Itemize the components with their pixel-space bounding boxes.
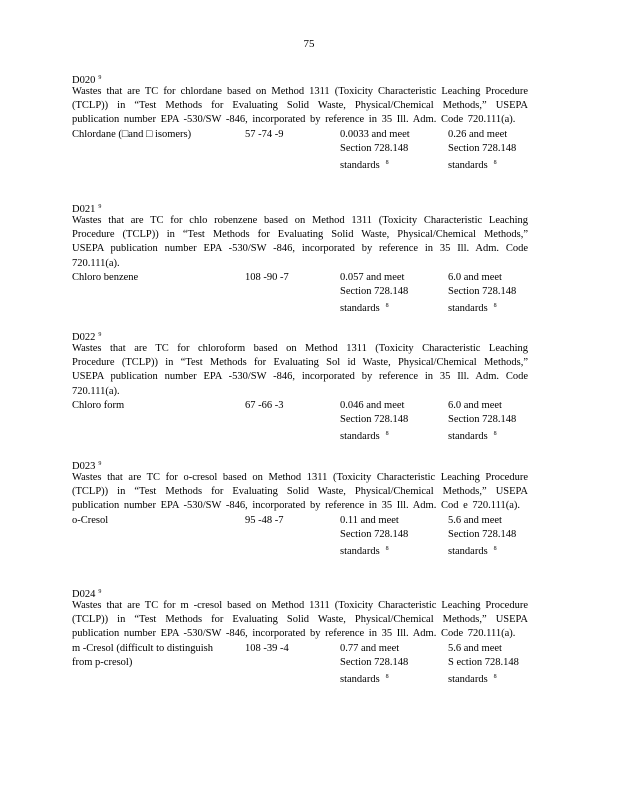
- waste-code-label: D024: [72, 589, 96, 600]
- ww-value: 0.046 and meet: [340, 399, 405, 411]
- nww-section: Section 728.148: [448, 528, 517, 540]
- waste-description: Wastes that are TC for m -cresol based on Method 1311 (Toxicity Characteristic Leaching Procedure (TCLP)) in “Test Methods for Evaluating Solid Waste, Physical/Chemical Methods,” USEPA publication number EPA -530/SW -846, incorporated by reference in 35 Ill. Adm. Code 720.111(a).: [72, 600, 528, 640]
- ww-section: Section 728.148: [340, 286, 409, 298]
- waste-entry-d022: [72, 328, 528, 442]
- ww-standards: standards $^8$: [340, 303, 389, 315]
- footnote-marker: 9: [98, 461, 102, 467]
- waste-entry-d021: [72, 200, 528, 314]
- waste-description: Wastes that are TC for chlo robenzene based on Method 1311 (Toxicity Characteristic Leaching Procedure (TCLP)) in “Test Methods for Evaluating Solid Waste, Physical/Chemical Methods,” USEPA publication number EPA -530/SW -846, incorporated by reference in 35 Ill. Adm. Code 720.111(a).: [72, 215, 528, 269]
- ww-standards: standards $^8$: [340, 546, 389, 558]
- ww-value: 0.11 and meet: [340, 514, 399, 526]
- nww-value: 0.26 and meet: [448, 128, 508, 140]
- cas-number: 108 -39 -4: [245, 642, 289, 654]
- waste-description: Wastes that are TC for o-cresol based on Method 1311 (Toxicity Characteristic Leaching Procedure (TCLP)) in “Test Methods for Evaluating Solid Waste, Physical/Chemical Methods,” USEPA publication number EPA -530/SW -846, incorporated by reference in 35 Ill. Adm. Cod e 720.111(a).: [72, 472, 528, 512]
- ww-section: Section 728.148: [340, 528, 409, 540]
- waste-entry-d020: [72, 71, 528, 171]
- nww-value: 6.0 and meet: [448, 271, 502, 283]
- constituent-name: Chloro benzene: [72, 271, 139, 283]
- ww-section: Section 728.148: [340, 142, 409, 154]
- waste-code-label: D020: [72, 75, 96, 86]
- waste-code: [72, 71, 528, 85]
- nww-value: 5.6 and meet: [448, 514, 502, 526]
- nonwastewater-standard: [448, 642, 538, 688]
- nonwastewater-standard: [448, 271, 538, 317]
- wastewater-standard: [340, 271, 440, 317]
- footnote-marker: 8: [493, 546, 497, 553]
- waste-code-label: D022: [72, 332, 96, 343]
- ww-section: Section 728.148: [340, 656, 409, 668]
- footnote-marker: 8: [385, 546, 389, 553]
- footnote-marker: 9: [98, 204, 102, 210]
- constituent-row: [72, 128, 528, 171]
- wastewater-standard: [340, 128, 440, 174]
- waste-description: Wastes that are TC for chlordane based on Method 1311 (Toxicity Characteristic Leaching Procedure (TCLP)) in “Test Methods for Evaluating Solid Waste, Physical/Chemical Methods,” USEPA publication number EPA -530/SW -846, incorporated by reference in 35 Ill. Adm. Code 720.111(a).: [72, 86, 528, 126]
- nww-section: Section 728.148: [448, 414, 517, 426]
- footnote-marker: 8: [493, 674, 497, 681]
- constituent-row: [72, 514, 528, 557]
- cas-number: 108 -90 -7: [245, 271, 289, 283]
- waste-code: [72, 457, 528, 471]
- waste-code-label: D023: [72, 461, 96, 472]
- footnote-marker: 8: [385, 303, 389, 310]
- waste-description: Wastes that are TC for chloroform based on Method 1311 (Toxicity Characteristic Leaching Procedure (TCLP)) in “Test Methods for Evaluating Sol id Waste, Physical/Chemical Methods,” USEPA publication number EPA -530/SW -846, incorporated by reference in 35 Ill. Adm. Code 720.111(a).: [72, 343, 528, 397]
- waste-code-label: D021: [72, 204, 96, 215]
- nonwastewater-standard: [448, 399, 538, 445]
- nww-value: 6.0 and meet: [448, 399, 502, 411]
- cas-number: 57 -74 -9: [245, 128, 284, 140]
- nww-section: Section 728.148: [448, 142, 517, 154]
- waste-entry-d023: [72, 457, 528, 557]
- cas-number: 95 -48 -7: [245, 514, 284, 526]
- nonwastewater-standard: [448, 514, 538, 560]
- footnote-marker: 8: [493, 303, 497, 310]
- nww-standards: standards $^8$: [448, 431, 497, 443]
- footnote-marker: 8: [385, 674, 389, 681]
- footnote-marker: 8: [493, 160, 497, 167]
- waste-code: [72, 328, 528, 342]
- nww-section: S ection 728.148: [448, 656, 519, 668]
- nww-section: Section 728.148: [448, 286, 517, 298]
- ww-value: 0.057 and meet: [340, 271, 405, 283]
- footnote-marker: 8: [385, 160, 389, 167]
- constituent-name: o-Cresol: [72, 514, 109, 526]
- footnote-marker: 9: [98, 75, 102, 81]
- nww-standards: standards $^8$: [448, 303, 497, 315]
- ww-section: Section 728.148: [340, 414, 409, 426]
- footnote-marker: 9: [98, 332, 102, 338]
- ww-value: 0.77 and meet: [340, 642, 400, 654]
- nww-standards: standards $^8$: [448, 674, 497, 686]
- cas-number: 67 -66 -3: [245, 399, 284, 411]
- footnote-marker: 8: [493, 431, 497, 438]
- waste-code: [72, 585, 528, 599]
- ww-standards: standards $^8$: [340, 160, 389, 172]
- waste-code: [72, 200, 528, 214]
- constituent-row: [72, 399, 528, 442]
- ww-value: 0.0033 and meet: [340, 128, 410, 140]
- nww-standards: standards $^8$: [448, 546, 497, 558]
- ww-standards: standards $^8$: [340, 674, 389, 686]
- constituent-row: [72, 271, 528, 314]
- footnote-marker: 8: [385, 431, 389, 438]
- constituent-name: Chlordane (□and □ isomers): [72, 128, 192, 140]
- ww-standards: standards $^8$: [340, 431, 389, 443]
- wastewater-standard: [340, 399, 440, 445]
- nonwastewater-standard: [448, 128, 538, 174]
- constituent-name: Chloro form: [72, 399, 125, 411]
- constituent-name: m -Cresol (difficult to distinguish from p-cresol): [72, 642, 213, 668]
- footnote-marker: 9: [98, 589, 102, 595]
- constituent-row: [72, 642, 528, 685]
- wastewater-standard: [340, 642, 440, 688]
- wastewater-standard: [340, 514, 440, 560]
- page-number: 75: [303, 38, 315, 50]
- nww-value: 5.6 and meet: [448, 642, 502, 654]
- nww-standards: standards $^8$: [448, 160, 497, 172]
- waste-entry-d024: [72, 585, 528, 685]
